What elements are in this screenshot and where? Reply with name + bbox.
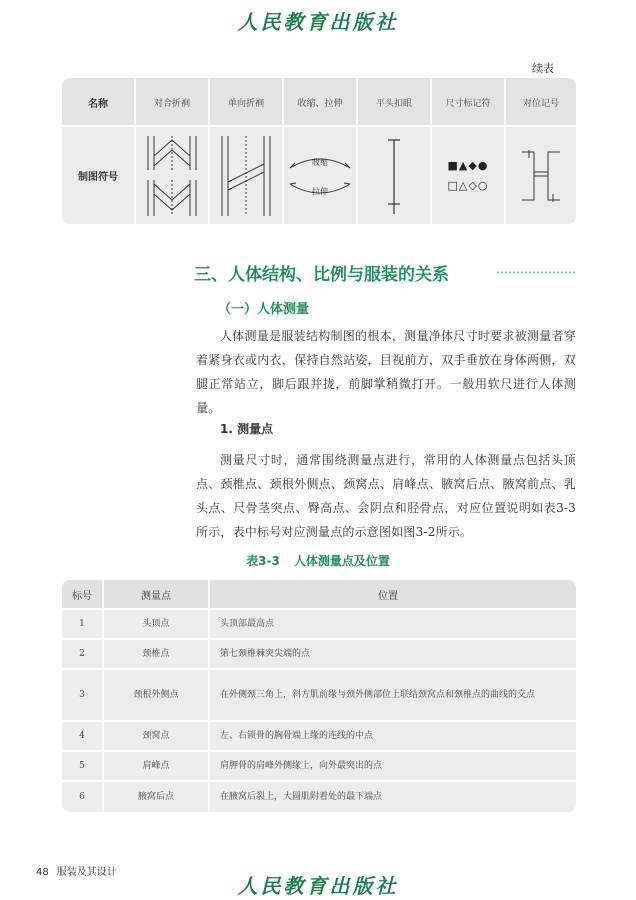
header-cell: 测量点 xyxy=(141,590,171,602)
table-divider xyxy=(282,78,284,224)
header-cell: 标号 xyxy=(72,590,92,602)
col-header: 平头扣眼 xyxy=(375,98,412,109)
symbol-table-header-row xyxy=(62,78,576,126)
row-number: 4 xyxy=(79,731,85,741)
col-header: 对位记号 xyxy=(522,98,559,109)
table-row xyxy=(62,610,576,638)
shrink-label: 收缩 xyxy=(312,157,328,167)
table-header-row xyxy=(62,580,576,608)
table-divider xyxy=(62,608,576,610)
col-header: 对合折裥 xyxy=(153,98,190,109)
measurement-point: 肩峰点 xyxy=(142,761,170,771)
outline-marks: □△◇○ xyxy=(447,178,489,192)
publisher-logo-top: 人民教育出版社 xyxy=(237,10,399,34)
row-number: 2 xyxy=(79,649,85,659)
table-row xyxy=(62,670,576,720)
table-row xyxy=(62,782,576,812)
measurement-point: 头顶点 xyxy=(142,619,170,629)
measurement-point-table xyxy=(62,580,576,812)
shrink-stretch-symbol xyxy=(284,127,356,224)
measurement-point: 颈椎点 xyxy=(142,649,170,659)
buttonhole-symbol xyxy=(358,127,430,224)
body-paragraph: 人体测量是服装结构制图的根本，测量净体尺寸时要求被测量者穿着紧身衣或内衣，保持自然站姿，目视前方，双手垂放在身体两侧，双腿正常站立，脚后跟并拢，前脚掌稍微打开。一般用软尺进行人体测量。 xyxy=(196,329,576,415)
row-number: 3 xyxy=(79,690,85,700)
table-divider xyxy=(62,638,576,640)
box-pleat-symbol xyxy=(136,127,208,224)
table-divider xyxy=(208,78,210,224)
table-divider xyxy=(62,125,576,127)
col-header: 尺寸标记符 xyxy=(445,98,491,109)
row-number: 5 xyxy=(79,761,85,771)
position-description: 左、右锁骨的胸骨端上缘的连线的中点 xyxy=(220,731,374,741)
col-header: 收缩、拉伸 xyxy=(297,98,343,109)
table-row xyxy=(62,640,576,668)
table-caption-number: 表3-3 xyxy=(246,554,280,568)
measurement-point: 颈根外侧点 xyxy=(133,690,179,700)
section-title: 三、人体结构、比例与服装的关系 xyxy=(194,265,449,285)
table-divider xyxy=(62,720,576,722)
position-description: 肩胛骨的肩峰外侧缘上，向外最突出的点 xyxy=(220,761,383,771)
title-dotted-rule xyxy=(496,271,576,274)
table-divider xyxy=(102,580,104,812)
notch-mark-symbol xyxy=(506,127,576,224)
body-paragraph: 测量尺寸时，通常围绕测量点进行，常用的人体测量点包括头顶点、颈椎点、颈根外侧点、颈窝点、肩峰点、腋窝后点、腋窝前点、乳头点、尺骨茎突点、臀高点、会阴点和胫骨点，对应位置说明如表3-3所示，表中标号对应测量点的示意图如图3-2所示。 xyxy=(196,453,576,539)
continued-label: 续表 xyxy=(532,62,554,75)
position-description: 头顶部最高点 xyxy=(220,619,275,629)
table-divider xyxy=(356,78,358,224)
stretch-label: 拉伸 xyxy=(312,186,328,196)
table-divider xyxy=(430,78,432,224)
header-cell: 位置 xyxy=(378,590,398,602)
position-description: 第七颈椎棘突尖端的点 xyxy=(220,649,311,659)
table-divider xyxy=(134,78,136,224)
table-caption xyxy=(0,552,636,569)
table-divider xyxy=(62,750,576,752)
symbol-table-symbol-row xyxy=(62,127,576,224)
row-header-name: 名称 xyxy=(88,98,108,110)
position-description: 在腋窝后裂上，大圆肌附着处的最下端点 xyxy=(220,792,383,802)
table-row xyxy=(62,752,576,780)
table-divider xyxy=(504,78,506,224)
page-number: 48 xyxy=(36,867,49,878)
table-divider xyxy=(208,580,210,812)
row-number: 1 xyxy=(79,619,85,629)
measurement-point: 腋窝后点 xyxy=(137,792,174,802)
table-row xyxy=(62,722,576,750)
filled-marks: ■▲◆● xyxy=(447,158,489,172)
publisher-logo-bottom: 人民教育出版社 xyxy=(237,874,399,898)
table-divider xyxy=(62,668,576,670)
position-description: 在外侧颈三角上，斜方肌前缘与颈外侧部位上联结颈窝点和颈椎点的曲线的交点 xyxy=(220,690,536,700)
book-title: 服装及其设计 xyxy=(56,867,117,878)
size-mark-symbol xyxy=(432,127,504,224)
table-divider xyxy=(62,780,576,782)
col-header: 单向折裥 xyxy=(227,98,264,109)
subsection-heading: 1. 测量点 xyxy=(220,422,274,436)
row-number: 6 xyxy=(79,792,85,802)
measurement-point: 颈窝点 xyxy=(142,731,170,741)
knife-pleat-symbol xyxy=(210,127,282,224)
row-header-symbol: 制图符号 xyxy=(78,172,118,183)
drafting-symbol-table xyxy=(62,78,576,224)
subsection-title: （一）人体测量 xyxy=(218,302,310,317)
table-caption-text: 人体测量点及位置 xyxy=(293,554,390,568)
